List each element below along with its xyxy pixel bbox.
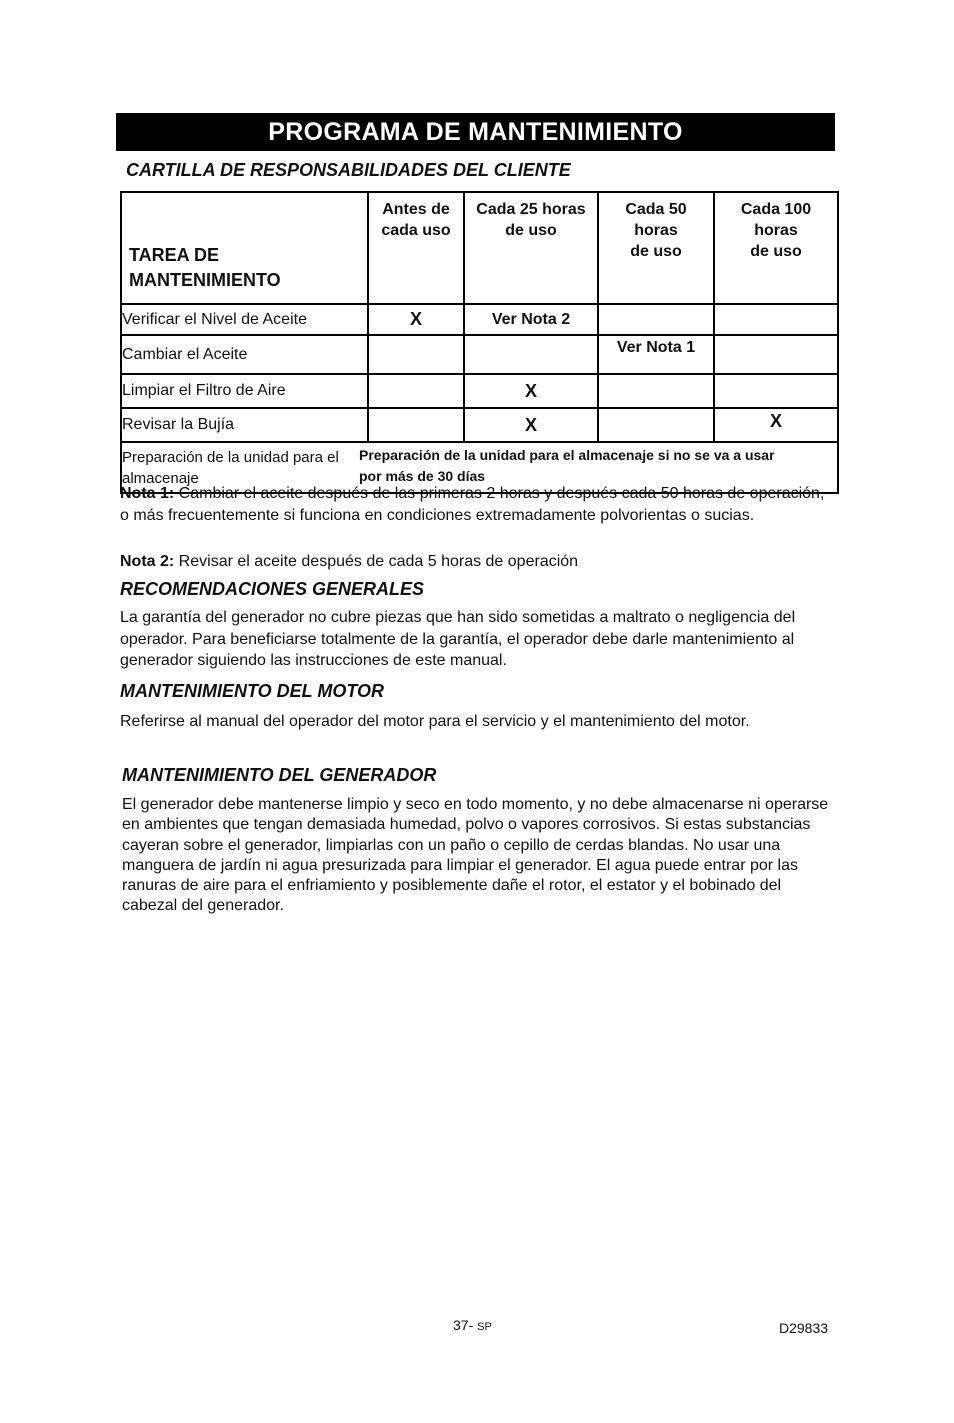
table-row xyxy=(121,374,838,408)
mark-cell: X xyxy=(714,408,838,442)
paragraph-motor: Referirse al manual del operador del motor para el servicio y el mantenimiento del motor. xyxy=(120,713,750,730)
section-heading-generador: MANTENIMIENTO DEL GENERADOR xyxy=(122,765,437,785)
empty-cell xyxy=(598,374,714,408)
note-1-text: Cambiar el aceite después de las primeras 2 horas y después cada 50 horas de operación, o más frecuentemente si funciona en condiciones extremadamente polvorientas o sucias. xyxy=(120,485,825,524)
header-every-100: Cada 100 horas de uso xyxy=(714,192,838,304)
storage-note-text: Preparación de la unidad para el almacenaje si no se va a usar por más de 30 días xyxy=(359,447,775,484)
note-cell: Ver Nota 1 xyxy=(598,335,714,374)
table-row xyxy=(121,335,838,374)
paragraph-recomendaciones: La garantía del generador no cubre piezas que han sido sometidas a maltrato o negligencia del operador. Para beneficiarse totalmente de la garantía, el operador debe darle mantenimiento al generador siguiendo las instrucciones de este manual. xyxy=(120,609,796,669)
note-2-label: Nota 2: xyxy=(120,553,175,570)
header-task: TAREA DE MANTENIMIENTO xyxy=(121,192,368,304)
empty-cell xyxy=(598,304,714,335)
page-number-value: 37- xyxy=(453,1317,474,1333)
maintenance-table xyxy=(120,191,839,494)
section-heading-cartilla: CARTILLA DE RESPONSABILIDADES DEL CLIENTE xyxy=(126,160,571,180)
header-every-25: Cada 25 horas de uso xyxy=(464,192,598,304)
table-row xyxy=(121,304,838,335)
note-2 xyxy=(120,551,835,573)
section-heading-recomendaciones: RECOMENDACIONES GENERALES xyxy=(120,579,425,599)
document-id: D29833 xyxy=(779,1320,829,1336)
mark-cell: X xyxy=(368,304,464,335)
page-title-banner: PROGRAMA DE MANTENIMIENTO xyxy=(116,113,835,151)
note-1-label: Nota 1: xyxy=(120,485,175,502)
storage-task-cell: Preparación de la unidad para el almacenaje xyxy=(121,442,368,493)
mark-cell: X xyxy=(464,408,598,442)
language-code: SP xyxy=(477,1321,492,1333)
empty-cell xyxy=(714,374,838,408)
task-cell: Limpiar el Filtro de Aire xyxy=(121,374,368,408)
empty-cell xyxy=(368,374,464,408)
empty-cell xyxy=(464,335,598,374)
page-number xyxy=(453,1317,492,1333)
task-cell: Cambiar el Aceite xyxy=(121,335,368,374)
mark-cell: X xyxy=(464,374,598,408)
task-cell: Revisar la Bujía xyxy=(121,408,368,442)
note-cell: Ver Nota 2 xyxy=(464,304,598,335)
empty-cell xyxy=(714,335,838,374)
empty-cell xyxy=(714,304,838,335)
empty-cell xyxy=(598,408,714,442)
header-before-use: Antes de cada uso xyxy=(368,192,464,304)
paragraph-generador: El generador debe mantenerse limpio y seco en todo momento, y no debe almacenarse ni operarse en ambientes que tengan demasiada humedad, polvo o vapores corrosivos. Si estas substancias cayeran sobre el generador, limpiarlas con un paño o cepillo de cerdas blandas. No usar una manguera de jardín ni agua presurizada para limpiar el generador. El agua puede entrar por las ranuras de aire para el enfriamiento y posiblemente dañe el rotor, el estator y el bobinado del cabezal del generador. xyxy=(122,796,829,915)
empty-cell xyxy=(368,408,464,442)
note-2-text: Revisar el aceite después de cada 5 horas de operación xyxy=(174,553,579,570)
task-cell: Verificar el Nivel de Aceite xyxy=(121,304,368,335)
section-heading-motor: MANTENIMIENTO DEL MOTOR xyxy=(120,681,385,701)
table-header-row xyxy=(121,192,838,304)
empty-cell xyxy=(368,335,464,374)
header-every-50: Cada 50 horas de uso xyxy=(598,192,714,304)
note-1 xyxy=(120,483,835,526)
table-row xyxy=(121,408,838,442)
